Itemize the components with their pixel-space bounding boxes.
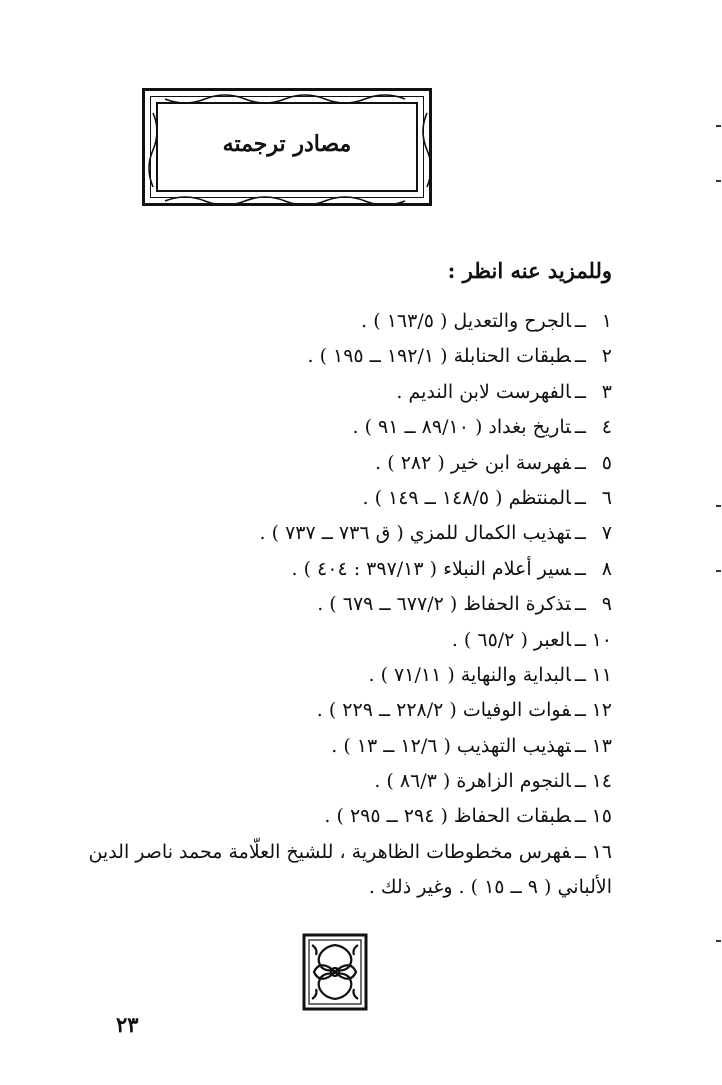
scan-edge-mark <box>716 940 721 942</box>
scan-edge-mark <box>716 570 721 572</box>
page-title: مصادر ترجمته <box>222 131 352 157</box>
intro-heading: وللمزيد عنه انظر : <box>447 258 612 283</box>
list-item: ٥ــفهرسة ابن خير ( ٢٨٢ ) . <box>375 451 612 474</box>
list-item: ١٢ــفوات الوفيات ( ٢٢٨/٢ ــ ٢٢٩ ) . <box>316 699 612 722</box>
scan-edge-mark <box>716 180 721 182</box>
scan-edge-mark <box>716 505 721 507</box>
list-item: ٢ــطبقات الحنابلة ( ١٩٢/١ ــ ١٩٥ ) . <box>307 345 612 368</box>
list-item: ٨ــسير أعلام النبلاء ( ٣٩٧/١٣ : ٤٠٤ ) . <box>291 557 612 580</box>
floral-ornament-icon <box>302 933 368 1011</box>
list-item: ١٣ــتهذيب التهذيب ( ١٢/٦ ــ ١٣ ) . <box>331 734 612 757</box>
list-item: ١٠ــالعبر ( ٦٥/٢ ) . <box>451 628 612 651</box>
list-item: ٧ــتهذيب الكمال للمزي ( ق ٧٣٦ ــ ٧٣٧ ) . <box>259 522 612 545</box>
list-item: ٣ــالفهرست لابن النديم . <box>396 380 612 403</box>
list-item: ٤ــتاريخ بغداد ( ٨٩/١٠ ــ ٩١ ) . <box>352 416 612 439</box>
list-item: ٦ــالمنتظم ( ١٤٨/٥ ــ ١٤٩ ) . <box>362 486 612 509</box>
list-item: ١ــالجرح والتعديل ( ١٦٣/٥ ) . <box>361 310 612 332</box>
list-item: ١١ــالبداية والنهاية ( ٧١/١١ ) . <box>368 663 612 686</box>
sources-list <box>52 304 612 906</box>
scan-edge-mark <box>716 125 721 127</box>
list-item: ١٤ــالنجوم الزاهرة ( ٨٦/٣ ) . <box>374 770 612 793</box>
list-item: ١٦ــفهرس مخطوطات الظاهرية ، للشيخ العلّامة محمد ناصر الدين الألباني ( ٩ ــ ١٥ ) . وغير ذلك . <box>88 840 612 899</box>
list-item: ١٥ــطبقات الحفاظ ( ٢٩٤ ــ ٢٩٥ ) . <box>324 805 612 828</box>
title-frame <box>142 88 432 206</box>
page-number: ٢٣ <box>116 1012 139 1037</box>
list-item: ٩ــتذكرة الحفاظ ( ٦٧٧/٢ ــ ٦٧٩ ) . <box>317 593 612 616</box>
